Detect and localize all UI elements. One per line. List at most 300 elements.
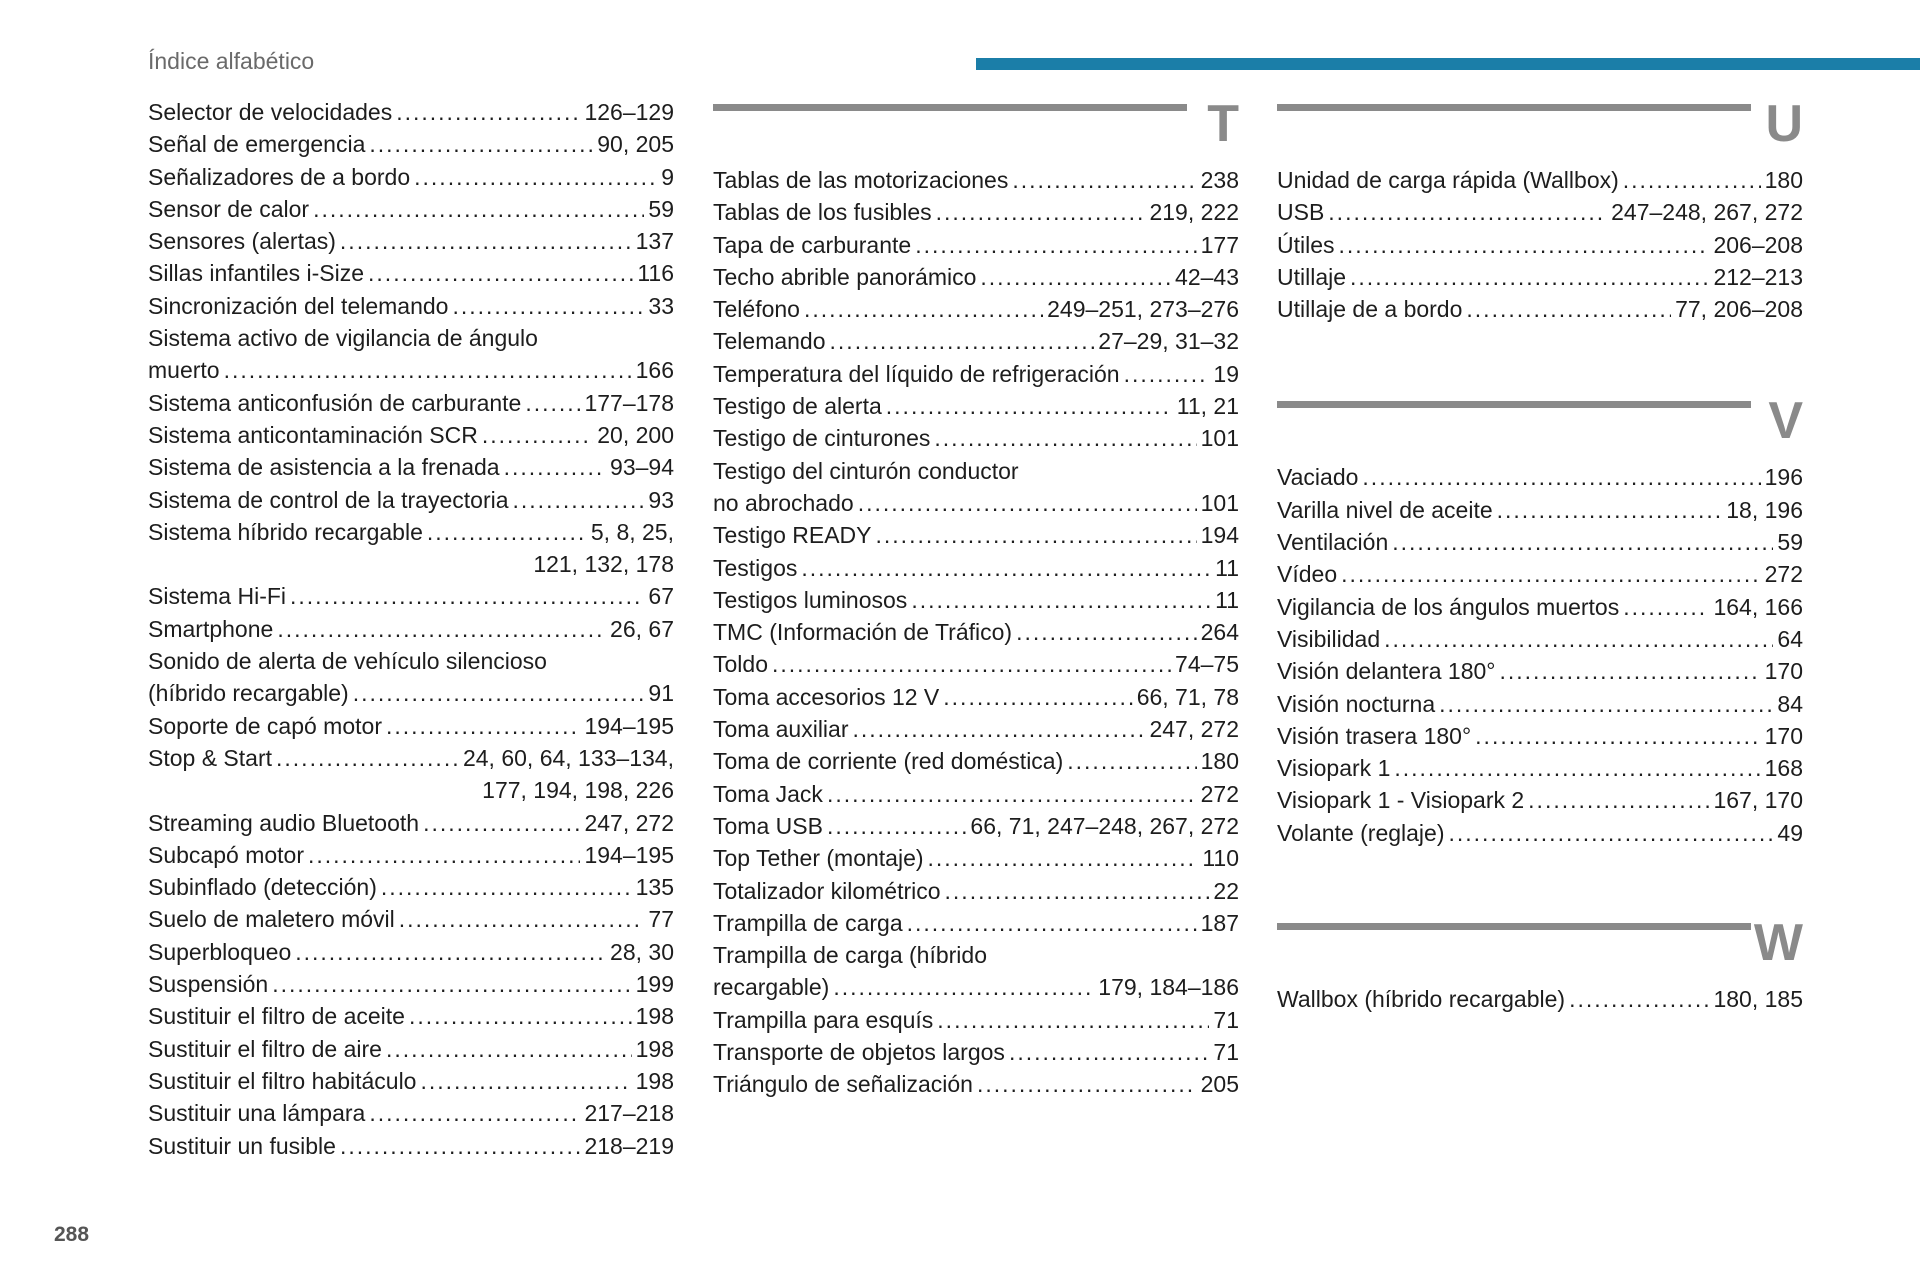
index-entry	[713, 229, 1239, 261]
dot-leader	[1500, 655, 1761, 687]
page-refs: 5, 8, 25,	[590, 518, 674, 545]
index-entry	[713, 1004, 1239, 1036]
index-term: Streaming audio Bluetooth	[148, 809, 420, 836]
index-entry	[1277, 293, 1803, 325]
dot-leader	[980, 261, 1171, 293]
index-term: Visiopark 1 - Visiopark 2	[1277, 787, 1525, 814]
page-refs: 116	[637, 260, 674, 287]
index-term: Toma de corriente (red doméstica)	[713, 748, 1064, 775]
page-refs: 11	[1215, 586, 1239, 613]
section-v	[1277, 392, 1803, 849]
index-entry	[148, 387, 674, 419]
index-entry	[713, 1036, 1239, 1068]
page-refs: 66, 71, 247–248, 267, 272	[970, 812, 1239, 839]
section-letter-v: V	[1768, 392, 1803, 451]
dot-leader	[801, 552, 1211, 584]
entry-list-w	[1277, 983, 1803, 1015]
index-term: Temperatura del líquido de refrigeración	[713, 360, 1120, 387]
index-term: Volante (reglaje)	[1277, 819, 1445, 846]
page-refs: 24, 60, 64, 133–134,	[462, 744, 674, 771]
page-refs: 59	[1777, 529, 1803, 556]
section-letter-u: U	[1765, 95, 1803, 153]
dot-leader	[340, 1130, 581, 1162]
index-term: Toma USB	[713, 812, 823, 839]
index-entry	[148, 451, 674, 483]
index-entry	[713, 907, 1239, 939]
page-refs: 42–43	[1175, 263, 1239, 290]
index-term: Tablas de los fusibles	[713, 199, 932, 226]
page-refs-continued: 121, 132, 178	[533, 551, 674, 578]
page-refs: 180, 185	[1713, 986, 1803, 1013]
index-term: Sustituir el filtro de aceite	[148, 1003, 405, 1030]
dot-leader	[827, 810, 966, 842]
index-term: Sistema anticonfusión de carburante	[148, 389, 522, 416]
index-entry	[148, 354, 674, 386]
index-entry	[148, 419, 674, 451]
dot-leader	[1497, 494, 1723, 526]
dot-leader	[1394, 752, 1760, 784]
dot-leader	[276, 742, 459, 774]
page-refs: 137	[635, 228, 674, 255]
index-term: Superbloqueo	[148, 938, 292, 965]
index-term: TMC (Información de Tráfico)	[713, 619, 1013, 646]
dot-leader	[1016, 616, 1197, 648]
index-term: Útiles	[1277, 231, 1335, 258]
index-entry	[1277, 164, 1803, 196]
dot-leader	[827, 778, 1197, 810]
dot-leader	[943, 681, 1132, 713]
section-u	[1277, 95, 1803, 325]
index-entry	[148, 484, 674, 516]
page-refs: 93	[648, 486, 674, 513]
page-refs: 166	[635, 357, 674, 384]
index-term: recargable)	[713, 974, 830, 1001]
dot-leader	[1339, 229, 1710, 261]
index-entry	[148, 225, 674, 257]
dot-leader	[977, 1068, 1197, 1100]
dot-leader	[420, 1065, 631, 1097]
dot-leader	[399, 903, 645, 935]
page-refs: 9	[661, 163, 674, 190]
page-refs: 20, 200	[597, 421, 674, 448]
page-refs: 67	[648, 583, 674, 610]
page-refs: 11	[1215, 554, 1239, 581]
section-rule	[1277, 104, 1751, 111]
dot-leader	[513, 484, 645, 516]
dot-leader	[915, 229, 1196, 261]
index-entry-line: Testigo del cinturón conductor	[713, 457, 1019, 484]
index-entry	[148, 257, 674, 289]
page-refs: 126–129	[584, 99, 674, 125]
index-term: Soporte de capó motor	[148, 712, 382, 739]
section-spacer	[1277, 325, 1803, 397]
header-accent-bar	[976, 58, 1920, 70]
page-refs: 167, 170	[1713, 787, 1803, 814]
index-entry	[148, 290, 674, 322]
index-term: Tablas de las motorizaciones	[713, 167, 1009, 193]
index-term: Señal de emergencia	[148, 131, 366, 158]
dot-leader	[381, 871, 632, 903]
page-refs: 170	[1764, 722, 1803, 749]
index-term: Sillas infantiles i-Size	[148, 260, 365, 287]
index-entry	[713, 325, 1239, 357]
page-refs: 212–213	[1713, 263, 1803, 290]
section-letter-w: W	[1753, 914, 1803, 973]
index-entry	[148, 839, 674, 871]
index-term: Vaciado	[1277, 464, 1359, 491]
index-term: Trampilla de carga	[713, 909, 903, 936]
dot-leader	[525, 387, 580, 419]
page-refs: 196	[1764, 464, 1803, 491]
page-refs: 179, 184–186	[1098, 974, 1239, 1001]
entry-list-u	[1277, 164, 1803, 325]
section-header-v	[1277, 392, 1803, 461]
dot-leader	[482, 419, 593, 451]
section-w	[1277, 914, 1803, 1015]
dot-leader	[1623, 591, 1709, 623]
dot-leader	[858, 487, 1197, 519]
index-entry	[148, 742, 674, 774]
index-entry	[148, 613, 674, 645]
index-entry-line: Sonido de alerta de vehículo silencioso	[148, 648, 547, 675]
page-refs: 91	[648, 680, 674, 707]
index-term: Sistema Hi-Fi	[148, 583, 287, 610]
index-entry	[148, 193, 674, 225]
index-term: Top Tether (montaje)	[713, 845, 924, 872]
dot-leader	[1466, 293, 1671, 325]
index-term: Techo abrible panorámico	[713, 263, 977, 290]
index-term: Visión nocturna	[1277, 690, 1436, 717]
dot-leader	[353, 677, 645, 709]
index-entry	[148, 1065, 674, 1097]
index-entry	[1277, 261, 1803, 293]
page-refs: 187	[1200, 909, 1239, 936]
page-refs: 74–75	[1175, 651, 1239, 678]
index-column-3	[1277, 95, 1803, 1015]
index-entry	[713, 810, 1239, 842]
index-entry	[148, 580, 674, 612]
index-term: Totalizador kilométrico	[713, 877, 941, 904]
page-refs: 198	[635, 1003, 674, 1030]
dot-leader	[1569, 983, 1709, 1015]
index-term: Unidad de carga rápida (Wallbox)	[1277, 167, 1619, 193]
dot-leader	[1449, 817, 1774, 849]
index-term: Sistema de control de la trayectoria	[148, 486, 509, 513]
page-refs: 205	[1200, 1071, 1239, 1098]
section-rule	[1277, 923, 1751, 930]
index-term: Utillaje	[1277, 263, 1347, 290]
dot-leader	[1439, 688, 1773, 720]
index-term: Transporte de objetos largos	[713, 1039, 1005, 1066]
index-term: Suelo de maletero móvil	[148, 906, 395, 933]
index-entry	[1277, 817, 1803, 849]
page-refs: 177–178	[584, 389, 674, 416]
page-refs: 26, 67	[610, 615, 674, 642]
dot-leader	[886, 390, 1173, 422]
page-refs: 249–251, 273–276	[1047, 296, 1239, 323]
page-refs: 170	[1764, 658, 1803, 685]
page-refs: 66, 71, 78	[1136, 683, 1239, 710]
index-term: Visión delantera 180°	[1277, 658, 1496, 685]
index-entry	[713, 164, 1239, 196]
index-term: Ventilación	[1277, 529, 1389, 556]
index-term: Varilla nivel de aceite	[1277, 496, 1493, 523]
page-refs: 194	[1200, 522, 1239, 549]
page-refs: 93–94	[610, 454, 674, 481]
index-entry	[713, 1068, 1239, 1100]
index-entry	[148, 96, 674, 128]
index-entry	[713, 390, 1239, 422]
index-entry	[713, 681, 1239, 713]
dot-leader	[936, 196, 1146, 228]
dot-leader	[1067, 745, 1196, 777]
dot-leader	[830, 325, 1095, 357]
index-entry	[148, 871, 674, 903]
index-entry	[1277, 494, 1803, 526]
dot-leader	[1528, 784, 1709, 816]
page-refs: 199	[635, 971, 674, 998]
dot-leader	[277, 613, 606, 645]
dot-leader	[876, 519, 1197, 551]
dot-leader	[396, 96, 580, 128]
index-term: Señalizadores de a bordo	[148, 163, 411, 190]
dot-leader	[937, 1004, 1209, 1036]
index-term: Subinflado (detección)	[148, 874, 377, 901]
page-refs: 206–208	[1713, 231, 1803, 258]
page-refs: 217–218	[584, 1100, 674, 1127]
dot-leader	[386, 1033, 632, 1065]
dot-leader	[833, 971, 1094, 1003]
page-refs: 198	[635, 1067, 674, 1094]
index-term: Sistema híbrido recargable	[148, 518, 423, 545]
dot-leader	[313, 193, 644, 225]
page-refs: 238	[1200, 167, 1239, 193]
index-term: Sustituir el filtro de aire	[148, 1035, 382, 1062]
page-refs: 64	[1777, 625, 1803, 652]
index-entry	[713, 358, 1239, 390]
index-term: Sustituir un fusible	[148, 1132, 336, 1159]
page-refs: 180	[1200, 748, 1239, 775]
index-column-2	[713, 95, 1239, 1101]
page-refs: 194–195	[584, 841, 674, 868]
page-refs: 22	[1213, 877, 1239, 904]
index-entry	[1277, 558, 1803, 590]
index-entry	[713, 519, 1239, 551]
index-entry	[713, 648, 1239, 680]
index-term: Sensor de calor	[148, 195, 310, 222]
page-refs: 27–29, 31–32	[1098, 328, 1239, 355]
index-term: Suspensión	[148, 971, 269, 998]
entry-list-v	[1277, 461, 1803, 849]
page-refs: 77	[648, 906, 674, 933]
index-entry	[1277, 983, 1803, 1015]
dot-leader	[1328, 196, 1607, 228]
dot-leader	[907, 907, 1197, 939]
index-term: Tapa de carburante	[713, 231, 912, 258]
dot-leader	[1475, 720, 1760, 752]
dot-leader	[290, 580, 644, 612]
index-entry	[713, 584, 1239, 616]
page-refs: 219, 222	[1149, 199, 1239, 226]
dot-leader	[804, 293, 1043, 325]
page-refs: 71	[1213, 1006, 1239, 1033]
page-refs: 272	[1764, 561, 1803, 588]
section-spacer	[1277, 849, 1803, 919]
section-header-u	[1277, 95, 1803, 164]
index-term: Subcapó motor	[148, 841, 304, 868]
index-entry	[713, 778, 1239, 810]
page-refs: 11, 21	[1176, 393, 1239, 420]
dot-leader	[1623, 164, 1761, 196]
index-entry	[713, 713, 1239, 745]
index-term: Toma accesorios 12 V	[713, 683, 940, 710]
dot-leader	[295, 936, 606, 968]
dot-leader	[1012, 164, 1196, 196]
section-header-t	[713, 95, 1239, 164]
index-entry	[1277, 591, 1803, 623]
page-refs: 77, 206–208	[1675, 296, 1803, 323]
page-refs: 101	[1200, 489, 1239, 516]
page-refs: 247, 272	[584, 809, 674, 836]
page-refs: 71	[1213, 1039, 1239, 1066]
index-entry-line: Sistema activo de vigilancia de ángulo	[148, 325, 538, 352]
index-term: Visiopark 1	[1277, 755, 1391, 782]
index-entry	[713, 616, 1239, 648]
page-refs: 101	[1200, 425, 1239, 452]
index-entry	[1277, 229, 1803, 261]
dot-leader	[1341, 558, 1761, 590]
index-entry	[148, 1130, 674, 1162]
dot-leader	[934, 422, 1196, 454]
dot-leader	[423, 807, 580, 839]
index-entry	[1277, 720, 1803, 752]
page-refs: 135	[635, 874, 674, 901]
dot-leader	[772, 648, 1171, 680]
index-entry	[713, 745, 1239, 777]
page-refs: 28, 30	[610, 938, 674, 965]
dot-leader	[928, 842, 1199, 874]
dot-leader	[1392, 526, 1773, 558]
page-refs: 59	[648, 195, 674, 222]
index-entry	[148, 516, 674, 548]
index-entry	[1277, 784, 1803, 816]
dot-leader	[1009, 1036, 1209, 1068]
index-entry	[1277, 655, 1803, 687]
index-term: Toma auxiliar	[713, 716, 849, 743]
page-header-title: Índice alfabético	[148, 48, 315, 74]
index-term: Teléfono	[713, 296, 800, 323]
dot-leader	[409, 1000, 632, 1032]
index-term: Wallbox (híbrido recargable)	[1277, 986, 1566, 1013]
dot-leader	[369, 128, 593, 160]
index-term: no abrochado	[713, 489, 854, 516]
index-entry	[1277, 752, 1803, 784]
index-entry	[1277, 526, 1803, 558]
index-entry-line: Trampilla de carga (híbrido	[713, 942, 987, 969]
section-t	[713, 95, 1239, 1101]
dot-leader	[368, 257, 633, 289]
index-term: Selector de velocidades	[148, 99, 393, 125]
dot-leader	[369, 1097, 580, 1129]
index-entry	[713, 196, 1239, 228]
index-entry	[1277, 688, 1803, 720]
page-refs: 272	[1200, 780, 1239, 807]
section-letter-t: T	[1207, 95, 1239, 153]
index-entry	[713, 842, 1239, 874]
dot-leader	[452, 290, 644, 322]
index-entry	[148, 968, 674, 1000]
dot-leader	[1384, 623, 1773, 655]
dot-leader	[272, 968, 631, 1000]
page-refs: 218–219	[584, 1132, 674, 1159]
dot-leader	[911, 584, 1211, 616]
index-term: Stop & Start	[148, 744, 273, 771]
page-refs: 90, 205	[597, 131, 674, 158]
index-term: Telemando	[713, 328, 826, 355]
dot-leader	[340, 225, 632, 257]
index-term: Sincronización del telemando	[148, 292, 449, 319]
index-entry	[1277, 196, 1803, 228]
page-refs: 247–248, 267, 272	[1611, 199, 1803, 226]
index-entry	[148, 128, 674, 160]
page-refs: 84	[1777, 690, 1803, 717]
page-refs-continued: 177, 194, 198, 226	[482, 777, 674, 804]
page-refs: 18, 196	[1726, 496, 1803, 523]
page-refs: 264	[1200, 619, 1239, 646]
index-term: Sistema anticontaminación SCR	[148, 421, 478, 448]
index-entry	[148, 161, 674, 193]
index-term: Testigos luminosos	[713, 586, 908, 613]
index-term: Testigo de alerta	[713, 393, 882, 420]
index-entry	[148, 1000, 674, 1032]
index-entry	[148, 936, 674, 968]
index-entry	[713, 971, 1239, 1003]
index-entry	[148, 1097, 674, 1129]
index-term: Testigos	[713, 554, 798, 581]
dot-leader	[504, 451, 606, 483]
index-term: Testigo READY	[713, 522, 872, 549]
index-term: Sustituir una lámpara	[148, 1100, 366, 1127]
dot-leader	[945, 875, 1210, 907]
index-term: Sistema de asistencia a la frenada	[148, 454, 500, 481]
section-rule	[713, 104, 1187, 111]
index-entry	[713, 293, 1239, 325]
index-term: Toma Jack	[713, 780, 823, 807]
index-term: Sustituir el filtro habitáculo	[148, 1067, 417, 1094]
index-term: Testigo de cinturones	[713, 425, 931, 452]
page-refs: 19	[1213, 360, 1239, 387]
page-refs: 110	[1202, 845, 1239, 872]
page-refs: 164, 166	[1713, 593, 1803, 620]
index-term: Vigilancia de los ángulos muertos	[1277, 593, 1620, 620]
dot-leader	[224, 354, 632, 386]
dot-leader	[1362, 461, 1760, 493]
entry-list-t	[713, 164, 1239, 1101]
index-entry	[148, 903, 674, 935]
index-term: Sensores (alertas)	[148, 228, 336, 255]
dot-leader	[1124, 358, 1210, 390]
dot-leader	[386, 710, 580, 742]
index-entry	[148, 807, 674, 839]
entry-list-s	[148, 96, 674, 1162]
page-refs: 49	[1777, 819, 1803, 846]
index-entry	[713, 875, 1239, 907]
index-term: Smartphone	[148, 615, 274, 642]
page-refs: 194–195	[584, 712, 674, 739]
page-refs: 247, 272	[1149, 716, 1239, 743]
section-header-w	[1277, 914, 1803, 983]
index-term: Triángulo de señalización	[713, 1071, 973, 1098]
